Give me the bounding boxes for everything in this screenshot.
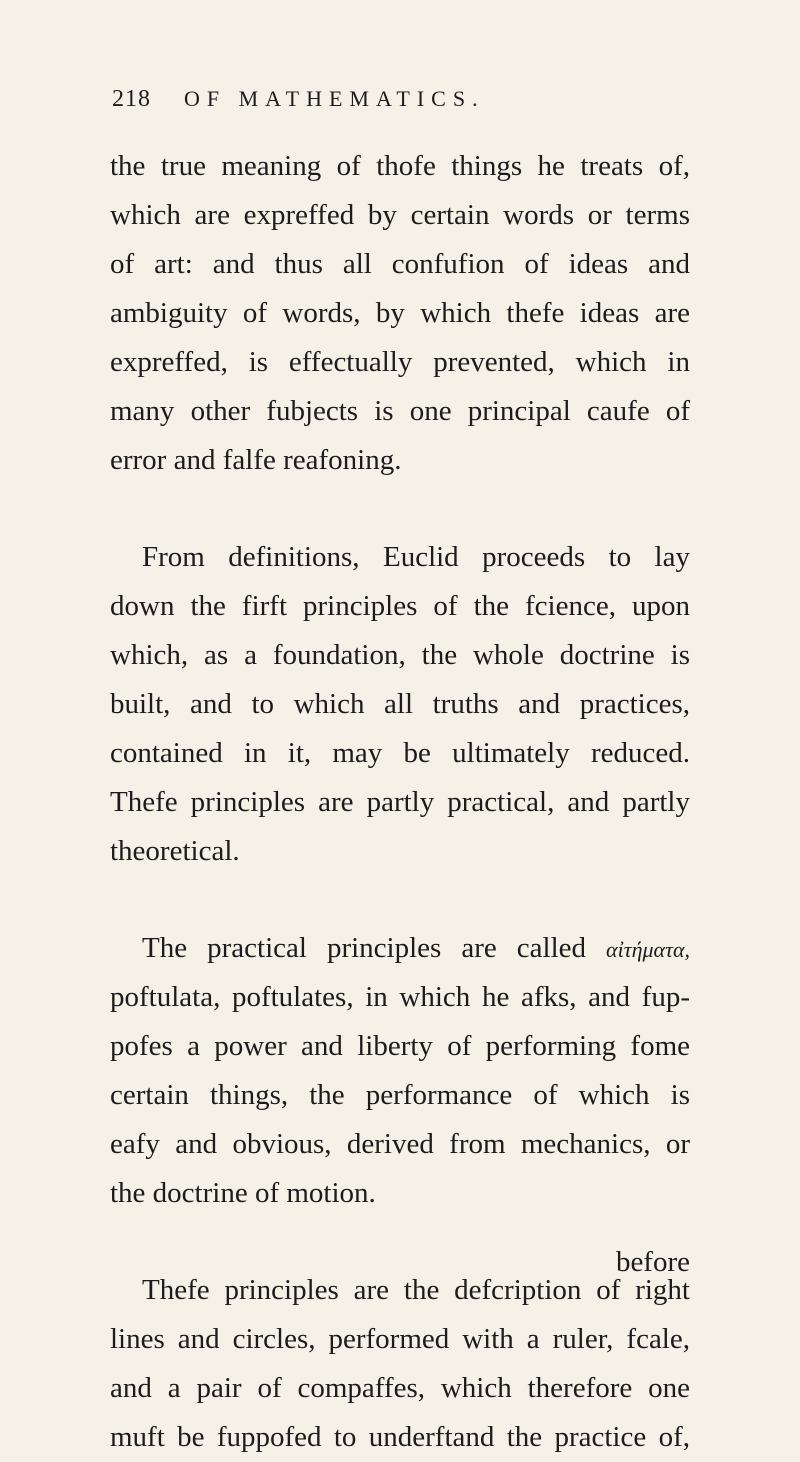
text-line: many other fubjects is one principal caufe of xyxy=(110,395,690,427)
text-line: certain things, the performance of which is xyxy=(110,1079,690,1111)
text-line xyxy=(110,924,690,973)
paragraph-spacer xyxy=(110,485,690,533)
paragraph-1 xyxy=(110,142,690,485)
text-line: which are expreffed by certain words or terms xyxy=(110,199,690,231)
text-line-lead: The practical principles are called xyxy=(142,932,587,964)
text-line: which, as a foundation, the whole doctrine is xyxy=(110,639,690,671)
paragraph-4 xyxy=(110,1266,690,1462)
text-line: lines and circles, performed with a ruler, fcale, xyxy=(110,1323,690,1355)
text-line: theoretical. xyxy=(110,835,240,867)
text-line: Thefe principles are partly practical, and partly xyxy=(110,786,690,818)
text-line: the doctrine of motion. xyxy=(110,1177,376,1209)
text-line: down the firft principles of the fcience, upon xyxy=(110,590,690,622)
text-line: expreffed, is effectually prevented, which in xyxy=(110,346,690,378)
paragraph-2 xyxy=(110,533,690,876)
text-line: pofes a power and liberty of performing fome xyxy=(110,1030,690,1062)
text-line: and a pair of compaffes, which therefore one xyxy=(110,1372,690,1404)
running-head-title: OF MATHEMATICS. xyxy=(184,86,485,111)
paragraph-3 xyxy=(110,924,690,1218)
greek-term: αἰτήματα, xyxy=(606,937,691,962)
text-line: Thefe principles are the defcription of right xyxy=(142,1274,690,1306)
text-line: contained in it, may be ultimately reduced. xyxy=(110,737,690,769)
text-line: of art: and thus all confufion of ideas and xyxy=(110,248,690,280)
text-line: built, and to which all truths and practices, xyxy=(110,688,690,720)
text-line: the true meaning of thofe things he treats of, xyxy=(110,150,690,182)
page-number: 218 xyxy=(112,86,151,112)
text-line: eafy and obvious, derived from mechanics, or xyxy=(110,1128,690,1160)
text-line: muft be fuppofed to underftand the practice of, xyxy=(110,1421,690,1453)
text-line: From definitions, Euclid proceeds to lay xyxy=(142,541,690,573)
text-line: error and falfe reafoning. xyxy=(110,444,402,476)
running-head xyxy=(112,86,632,126)
paragraph-spacer xyxy=(110,876,690,924)
catchword: before xyxy=(615,1246,690,1278)
text-line: poftulata, poftulates, in which he afks, and fup- xyxy=(110,981,690,1013)
text-line: ambiguity of words, by which thefe ideas are xyxy=(110,297,690,329)
